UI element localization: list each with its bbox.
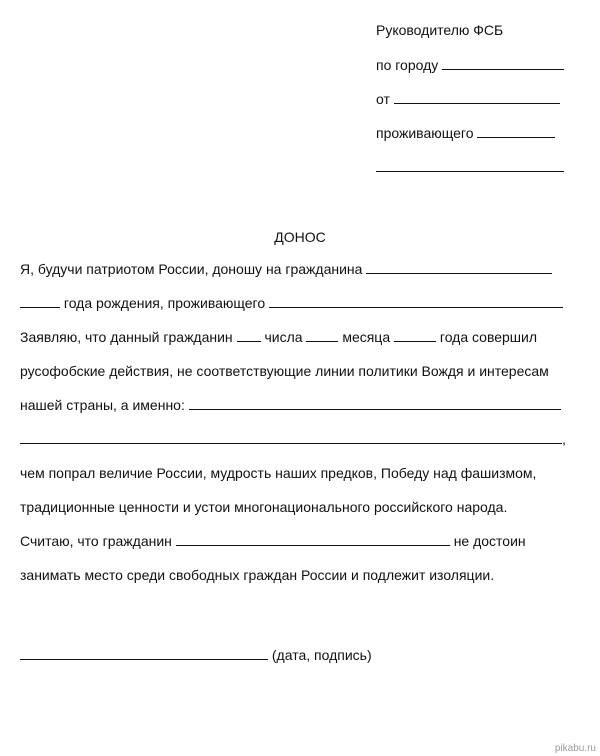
body-text: числа: [264, 329, 303, 345]
body-line-1: [20, 260, 552, 278]
body-line-4: русофобские действия, не соответствующие линии политики Вождя и интересам: [20, 363, 549, 379]
body-line-10: занимать место среди свободных граждан России и подлежит изоляции.: [20, 567, 495, 583]
month-field[interactable]: [306, 328, 338, 342]
body-line-6: [20, 430, 566, 448]
residing-row: [376, 124, 555, 142]
body-line-5: [20, 396, 561, 414]
city-row: [376, 56, 564, 74]
from-label: от: [376, 91, 390, 107]
residing-field[interactable]: [477, 124, 555, 138]
signature-row: [20, 646, 372, 664]
body-text: не достоин: [453, 533, 526, 549]
addressee: Руководителю ФСБ: [376, 22, 504, 38]
actions-continued-field[interactable]: [20, 430, 562, 444]
signature-label: (дата, подпись): [271, 647, 372, 663]
from-row: [376, 90, 560, 108]
body-text: месяца: [342, 329, 391, 345]
address-field[interactable]: [376, 158, 564, 172]
day-field[interactable]: [237, 328, 261, 342]
body-text: Я, будучи патриотом России, доношу на гражданина: [20, 261, 363, 277]
address-row: [376, 158, 564, 176]
body-line-3: [20, 328, 537, 346]
body-text: года рождения, проживающего: [63, 295, 266, 311]
citizen-name-field[interactable]: [366, 260, 552, 274]
birth-year-field[interactable]: [20, 294, 60, 308]
body-line-7: чем попрал величие России, мудрость наших предков, Победу над фашизмом,: [20, 465, 537, 481]
body-text: Считаю, что гражданин: [20, 533, 172, 549]
body-line-8: традиционные ценности и устои многонационального российского народа.: [20, 499, 508, 515]
watermark: pikabu.ru: [554, 743, 596, 754]
signature-field[interactable]: [20, 646, 268, 660]
body-line-2: [20, 294, 563, 312]
from-field[interactable]: [394, 90, 560, 104]
year-field[interactable]: [394, 328, 436, 342]
body-text: Заявляю, что данный гражданин: [20, 329, 233, 345]
comma: ,: [562, 431, 566, 447]
citizen-name-field-2[interactable]: [176, 532, 450, 546]
actions-field[interactable]: [189, 396, 561, 410]
residing-label: проживающего: [376, 125, 474, 141]
city-label: по городу: [376, 57, 439, 73]
body-text: нашей страны, а именно:: [20, 397, 185, 413]
body-text: года совершил: [439, 329, 538, 345]
citizen-address-field[interactable]: [269, 294, 563, 308]
city-field[interactable]: [442, 56, 564, 70]
document-title: ДОНОС: [274, 229, 326, 245]
body-line-9: [20, 532, 526, 550]
